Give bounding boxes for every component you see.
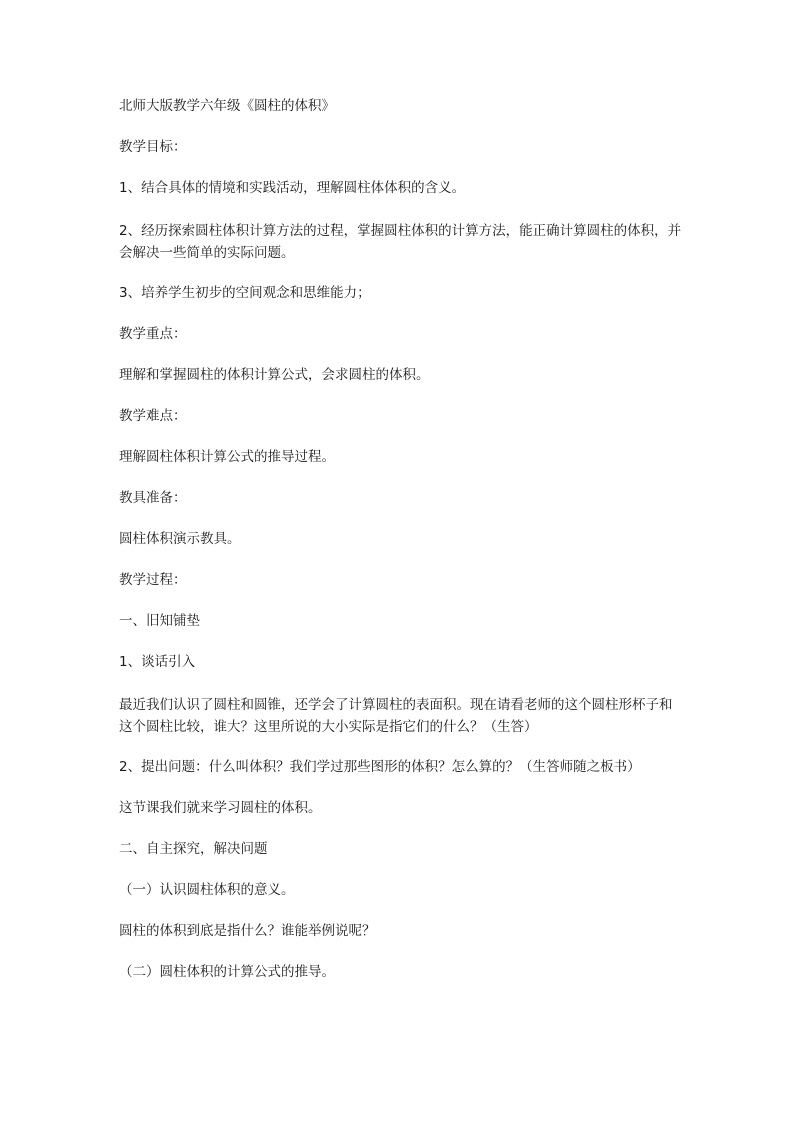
lesson-statement: 这节课我们就来学习圆柱的体积。 [119,800,322,816]
key-points-text: 理解和掌握圆柱的体积计算公式，会求圆柱的体积。 [119,367,430,383]
document-title: 北师大版教学六年级《圆柱的体积》 [119,98,335,114]
difficulties-text: 理解圆柱体积计算公式的推导过程。 [119,449,335,465]
materials-text: 圆柱体积演示教具。 [119,531,241,547]
heading-process: 教学过程： [119,572,187,588]
objective-2: 2、经历探索圆柱体积计算方法的过程，掌握圆柱体积的计算方法，能正确计算圆柱的体积，并会解决一些简单的实际问题。 [119,223,682,261]
step-1-intro: 1、谈话引入 [119,654,196,670]
heading-objectives: 教学目标： [119,139,187,155]
document-body [119,97,684,1004]
heading-key-points: 教学重点： [119,326,187,342]
subsection-1-question: 圆柱的体积到底是指什么？谁能举例说呢？ [119,923,376,939]
intro-paragraph: 最近我们认识了圆柱和圆锥，还学会了计算圆柱的表面积。现在请看老师的这个圆柱形杯子和这个圆柱比较，谁大？这里所说的大小实际是指它们的什么？（生答） [119,697,673,735]
objective-1: 1、结合具体的情境和实践活动，理解圆柱体体积的含义。 [119,180,466,196]
step-2-question: 2、提出问题：什么叫体积？我们学过那些图形的体积？怎么算的？（生答师随之板书） [119,759,641,775]
section-1-heading: 一、旧知铺垫 [119,613,200,629]
section-2-heading: 二、自主探究，解决问题 [119,841,268,857]
subsection-1-heading: （一）认识圆柱体积的意义。 [119,882,295,898]
subsection-2-heading: （二）圆柱体积的计算公式的推导。 [119,964,335,980]
objective-3: 3、培养学生初步的空间观念和思维能力； [119,285,371,301]
heading-difficulties: 教学难点： [119,408,187,424]
heading-materials: 教具准备： [119,490,187,506]
